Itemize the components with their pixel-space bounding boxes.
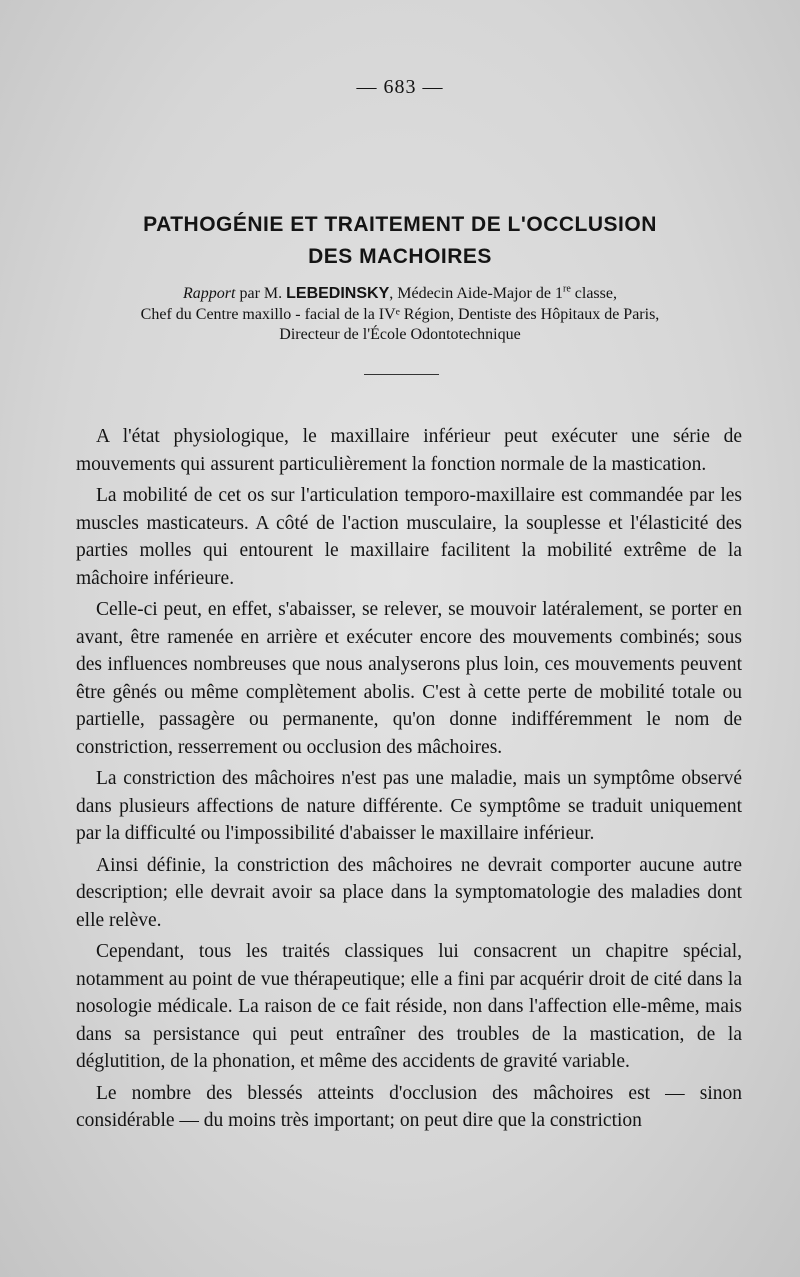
- paragraph: Le nombre des blessés atteints d'occlusion des mâchoires est — sinon considérable — du moins très important; on peut dire que la constriction: [76, 1082, 742, 1131]
- byline-author: [0, 285, 800, 303]
- byline-directorship: Directeur de l'École Odontotechnique: [279, 326, 521, 343]
- page-number: — 683 —: [356, 76, 444, 98]
- article-title-line-1: PATHOGÉNIE ET TRAITEMENT DE L'OCCLUSION: [143, 213, 657, 236]
- byline-par: par M.: [235, 285, 287, 302]
- paragraph: La mobilité de cet os sur l'articulation temporo-maxillaire est commandée par les muscles masticateurs. A côté de l'action musculaire, la souplesse et l'élasticité des parties molles qui entourent le maxillaire facilitent la mobilité extrême de la mâchoire inférieure.: [76, 485, 742, 589]
- paragraph: A l'état physiologique, le maxillaire inférieur peut exécuter une série de mouvements qui assurent particulièrement la fonction normale de la mastication.: [76, 426, 742, 475]
- title-divider: [364, 374, 439, 375]
- byline-affiliation: Chef du Centre maxillo - facial de la IVᵉ Région, Dentiste des Hôpitaux de Paris,: [140, 306, 660, 323]
- article-body: [76, 423, 742, 1139]
- author-role-sup: re: [562, 283, 571, 295]
- paragraph: La constriction des mâchoires n'est pas une maladie, mais un symptôme observé dans plusieurs affections de nature différente. Ce symptôme se traduit uniquement par la difficulté ou l'impossibilité d'abaisser le maxillaire inférieur.: [76, 768, 742, 844]
- author-role-end: classe,: [570, 285, 617, 302]
- article-title-line-2: DES MACHOIRES: [308, 245, 492, 268]
- byline-rapport: Rapport: [183, 285, 236, 302]
- paragraph: Ainsi définie, la constriction des mâchoires ne devrait comporter aucune autre description; elle devrait avoir sa place dans la symptomatologie des maladies dont elle relève.: [76, 854, 742, 931]
- author-role: , Médecin Aide-Major de 1: [389, 285, 563, 302]
- author-name: LEBEDINSKY: [286, 285, 390, 302]
- paragraph: Celle-ci peut, en effet, s'abaisser, se relever, se mouvoir latéralement, se porter en avant, être ramenée en arrière et exécuter encore des mouvements combinés; sous des influences nombreuses que nous analyserons plus loin, ces mouvements peuvent être gênés ou même complètement abolis. C'est à cette perte de mobilité totale ou partielle, passagère ou permanente, qu'on donne indifféremment le nom de constriction, resserrement ou occlusion des mâchoires.: [76, 599, 742, 758]
- paragraph: Cependant, tous les traités classiques lui consacrent un chapitre spécial, notamment au point de vue thérapeutique; elle a fini par acquérir droit de cité dans la nosologie médicale. La raison de ce fait réside, non dans l'affection elle-même, mais dans sa persistance qui peut entraîner des troubles de la mastication, de la déglutition, de la phonation, et même des accidents de gravité variable.: [76, 941, 742, 1072]
